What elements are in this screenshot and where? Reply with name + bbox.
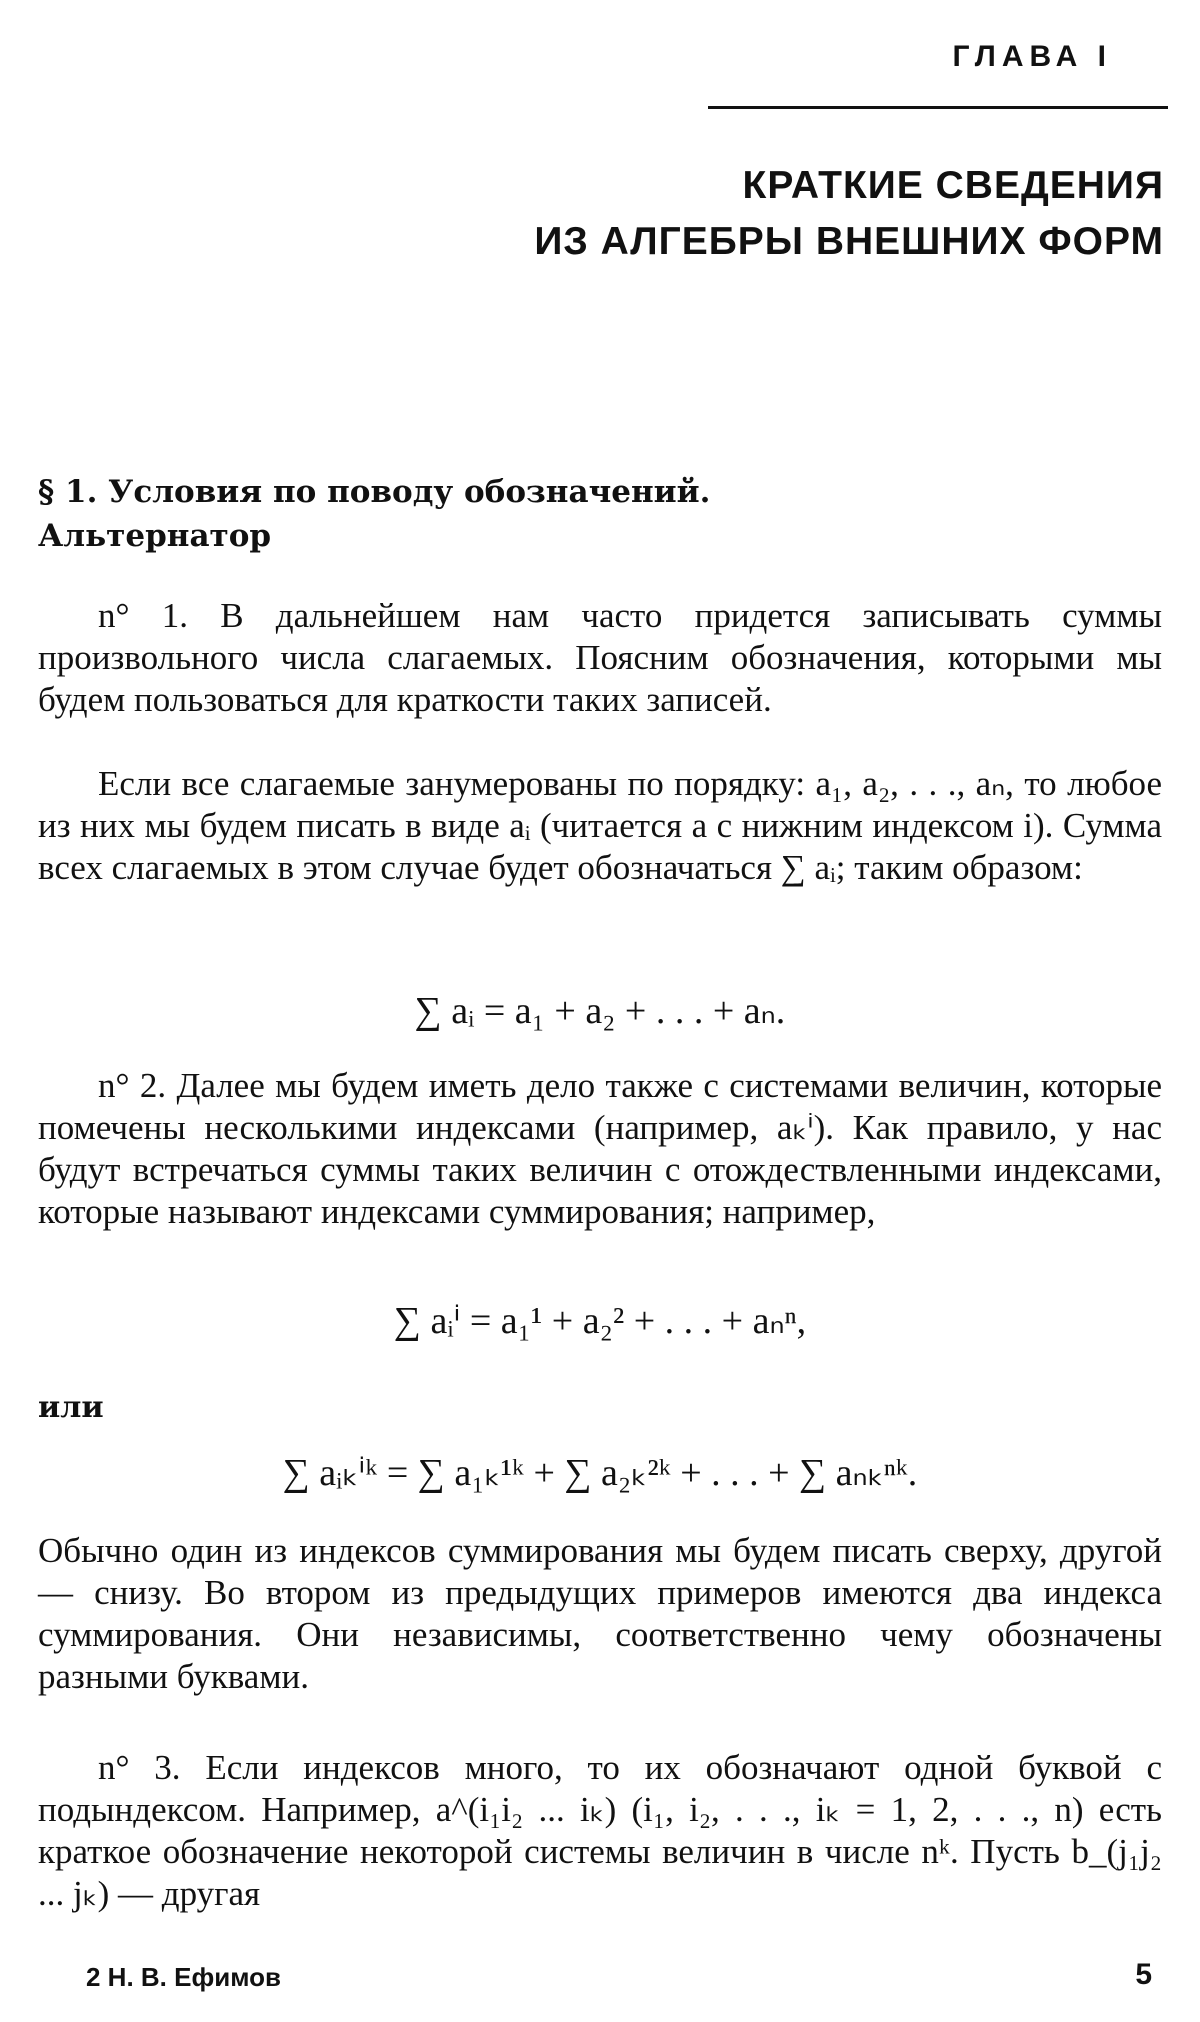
chapter-title <box>534 158 1164 270</box>
paragraph-1: n° 1. В дальнейшем нам часто придется записывать суммы произвольного числа слагаемых. Поясним обозначения, которыми мы будем пользоваться для краткости таких записей. <box>38 596 1162 719</box>
section-heading-line1: § 1. Условия по поводу обозначений. <box>38 474 711 510</box>
word-ili: или <box>38 1390 104 1425</box>
chapter-title-line1: КРАТКИЕ СВЕДЕНИЯ <box>742 164 1164 207</box>
formula-2: ∑ aᵢⁱ = a₁¹ + a₂² + . . . + aₙⁿ, <box>393 1300 807 1342</box>
section-heading <box>38 470 710 558</box>
section-heading-line2: Альтернатор <box>38 518 272 554</box>
header-rule <box>708 106 1168 109</box>
chapter-title-line2: ИЗ АЛГЕБРЫ ВНЕШНИХ ФОРМ <box>534 220 1164 263</box>
formula-3: ∑ aᵢₖⁱᵏ = ∑ a₁ₖ¹ᵏ + ∑ a₂ₖ²ᵏ + . . . + ∑ aₙₖⁿᵏ. <box>282 1452 918 1494</box>
page-number: 5 <box>1135 1958 1152 1991</box>
formula-1: ∑ aᵢ = a₁ + a₂ + . . . + aₙ. <box>414 990 786 1032</box>
paragraph-3: n° 2. Далее мы будем иметь дело также с системами величин, которые помечены несколькими индексами (например, aₖⁱ). Как правило, у нас будут встречаться суммы таких величин с отождествленными индексами, которые называют индексами суммирования; например, <box>38 1066 1162 1231</box>
footer-signature: 2 Н. В. Ефимов <box>86 1962 281 1992</box>
chapter-label: ГЛАВА I <box>952 40 1112 73</box>
paragraph-5: n° 3. Если индексов много, то их обозначают одной буквой с подындексом. Например, a^(i₁i₂ ... iₖ) (i₁, i₂, . . ., iₖ = 1, 2, . . ., n) есть краткое обозначение некоторой системы величин в числе nᵏ. Пусть b_(j₁j₂ ... jₖ) — другая <box>38 1748 1162 1913</box>
paragraph-2: Если все слагаемые занумерованы по порядку: a₁, a₂, . . ., aₙ, то любое из них мы будем писать в виде aᵢ (читается a с нижним индексом i). Сумма всех слагаемых в этом случае будет обозначаться ∑ aᵢ; таким образом: <box>38 764 1162 887</box>
paragraph-4: Обычно один из индексов суммирования мы будем писать сверху, другой — снизу. Во втором из предыдущих примеров имеются два индекса суммирования. Они независимы, соответственно чему обозначены разными буквами. <box>38 1531 1162 1696</box>
